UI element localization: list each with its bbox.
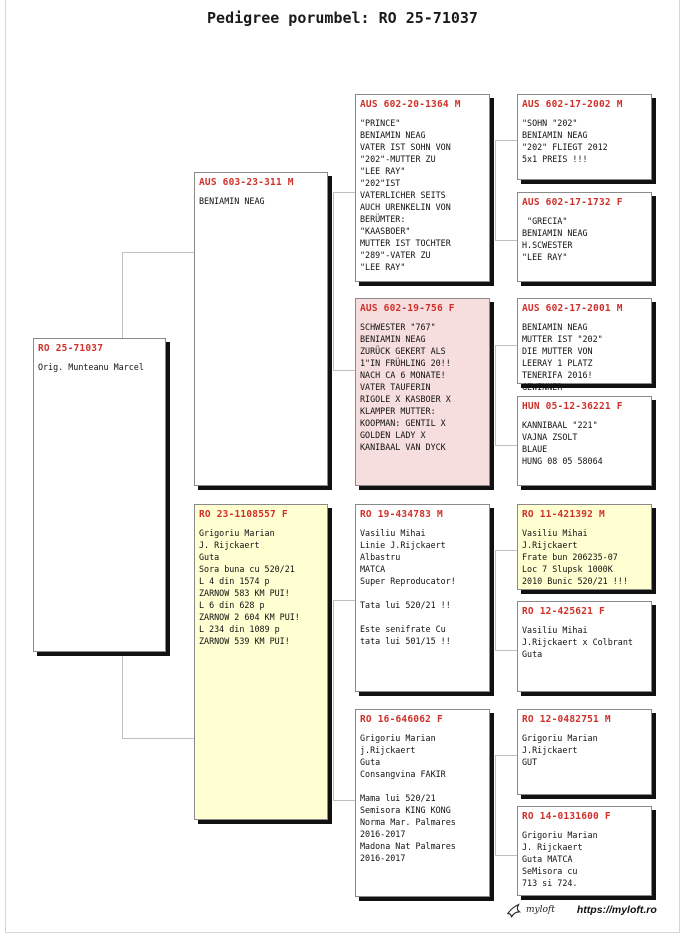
pigeon-notes: Vasiliu Mihai J.Rijckaert x Colbrant Guta: [522, 625, 633, 659]
connector: [333, 800, 355, 801]
connector: [122, 738, 194, 739]
website-link[interactable]: https://myloft.ro: [576, 904, 657, 916]
pigeon-card-dds[interactable]: [517, 709, 652, 795]
connector: [333, 370, 355, 371]
pigeon-card-dam[interactable]: [194, 504, 328, 820]
pigeon-notes: Grigoriu Marian J. Rijckaert Guta Sora buna cu 520/21 L 4 din 1574 p ZARNOW 583 KM PUI! L 6 din 628 p ZARNOW 2 604 KM PUI! L 234 din 1089 p ZARNOW 539 KM PUI!: [199, 528, 300, 646]
ring-number: RO 12-425621 F: [522, 606, 605, 617]
ring-number: RO 16-646062 F: [360, 714, 443, 725]
pigeon-notes: Grigoriu Marian J. Rijckaert Guta MATCA SeMisora cu 713 si 724.: [522, 830, 598, 888]
pigeon-card-ddd[interactable]: [517, 806, 652, 896]
bird-logo-icon: [506, 901, 524, 919]
pigeon-notes: SCHWESTER "767" BENIAMIN NEAG ZURÜCK GEKERT ALS 1"IN FRÜHLING 20!! NACH CA 6 MONATE! VATER TAUFERIN RIGOLE X KASBOER X KLAMPER MUTTER: KOOPMAN: GENTIL X GOLDEN LADY X KANIBAAL VAN DYCK: [360, 322, 451, 452]
pigeon-notes: Grigoriu Marian j.Rijckaert Guta Consangvina FAKIR Mama lui 520/21 Semisora KING KONG Norma Mar. Palmares 2016-2017 Madona Nat Palmares 2016-2017: [360, 733, 456, 863]
connector: [333, 600, 334, 800]
connector: [495, 550, 517, 551]
connector: [495, 550, 496, 650]
ring-number: AUS 602-20-1364 M: [360, 99, 461, 110]
connector: [495, 755, 517, 756]
pigeon-notes: Grigoriu Marian J.Rijckaert GUT: [522, 733, 598, 767]
pigeon-notes: KANNIBAAL "221" VAJNA ZSOLT BLAUE HUNG 08 05 58064: [522, 420, 603, 466]
connector: [495, 140, 517, 141]
connector: [122, 252, 194, 253]
pigeon-notes: BENIAMIN NEAG: [199, 196, 265, 206]
pigeon-notes: "GRECIA" BENIAMIN NEAG H.SCWESTER "LEE RAY": [522, 216, 588, 262]
pigeon-card-sdd[interactable]: [517, 396, 652, 486]
ring-number: RO 25-71037: [38, 343, 104, 354]
ring-number: RO 19-434783 M: [360, 509, 443, 520]
page-title: Pedigree porumbel: RO 25-71037: [207, 9, 478, 27]
pigeon-card-dam-sire[interactable]: [355, 504, 490, 692]
ring-number: AUS 602-17-2002 M: [522, 99, 623, 110]
ring-number: AUS 602-17-1732 F: [522, 197, 623, 208]
connector: [495, 345, 517, 346]
connector: [495, 345, 496, 445]
ring-number: RO 12-0482751 M: [522, 714, 611, 725]
pigeon-notes: BENIAMIN NEAG MUTTER IST "202" DIE MUTTER VON LEERAY 1 PLATZ TENERIFA 2016! GEWINNER: [522, 322, 603, 392]
pigeon-notes: Orig. Munteanu Marcel: [38, 362, 144, 372]
pigeon-card-sire[interactable]: [194, 172, 328, 486]
footer: [506, 900, 657, 920]
connector: [333, 192, 355, 193]
pigeon-card-sds[interactable]: [517, 298, 652, 392]
pigeon-card-sss[interactable]: [517, 94, 652, 180]
pigeon-card-dam-dam[interactable]: [355, 709, 490, 897]
ring-number: RO 23-1108557 F: [199, 509, 288, 520]
pigeon-card-ssd[interactable]: [517, 192, 652, 282]
connector: [333, 600, 355, 601]
pigeon-card-sire-dam[interactable]: [355, 298, 490, 486]
pigeon-card-subject[interactable]: [33, 338, 166, 652]
pigeon-notes: "PRINCE" BENIAMIN NEAG VATER IST SOHN VON "202"-MUTTER ZU "LEE RAY" "202"IST VATERLICHER SEITS AUCH URENKELIN VON BERÜMTER: "KAASBOER" MUTTER IST TOCHTER "289"-VATER ZU "LEE RAY": [360, 118, 451, 272]
pigeon-card-dsd[interactable]: [517, 601, 652, 692]
connector: [495, 240, 517, 241]
pigeon-notes: Vasiliu Mihai J.Rijckaert Frate bun 206235-07 Loc 7 Slupsk 1000K 2010 Bunic 520/21 !!!: [522, 528, 628, 586]
pigeon-card-sire-sire[interactable]: [355, 94, 490, 282]
connector: [495, 755, 496, 855]
connector: [495, 140, 496, 240]
pigeon-notes: Vasiliu Mihai Linie J.Rijckaert Albastru MATCA Super Reproducator! Tata lui 520/21 !! Este senifrate Cu tata lui 501/15 !!: [360, 528, 456, 646]
ring-number: HUN 05-12-36221 F: [522, 401, 623, 412]
pigeon-notes: "SOHN "202" BENIAMIN NEAG "202" FLIEGT 2012 5x1 PREIS !!!: [522, 118, 608, 164]
connector: [495, 445, 517, 446]
pigeon-card-dss[interactable]: [517, 504, 652, 590]
ring-number: AUS 602-19-756 F: [360, 303, 455, 314]
ring-number: RO 11-421392 M: [522, 509, 605, 520]
ring-number: AUS 602-17-2001 M: [522, 303, 623, 314]
connector: [495, 650, 517, 651]
logo-text: myloft: [526, 905, 555, 915]
ring-number: AUS 603-23-311 M: [199, 177, 294, 188]
connector: [495, 855, 517, 856]
ring-number: RO 14-0131600 F: [522, 811, 611, 822]
connector: [333, 192, 334, 370]
